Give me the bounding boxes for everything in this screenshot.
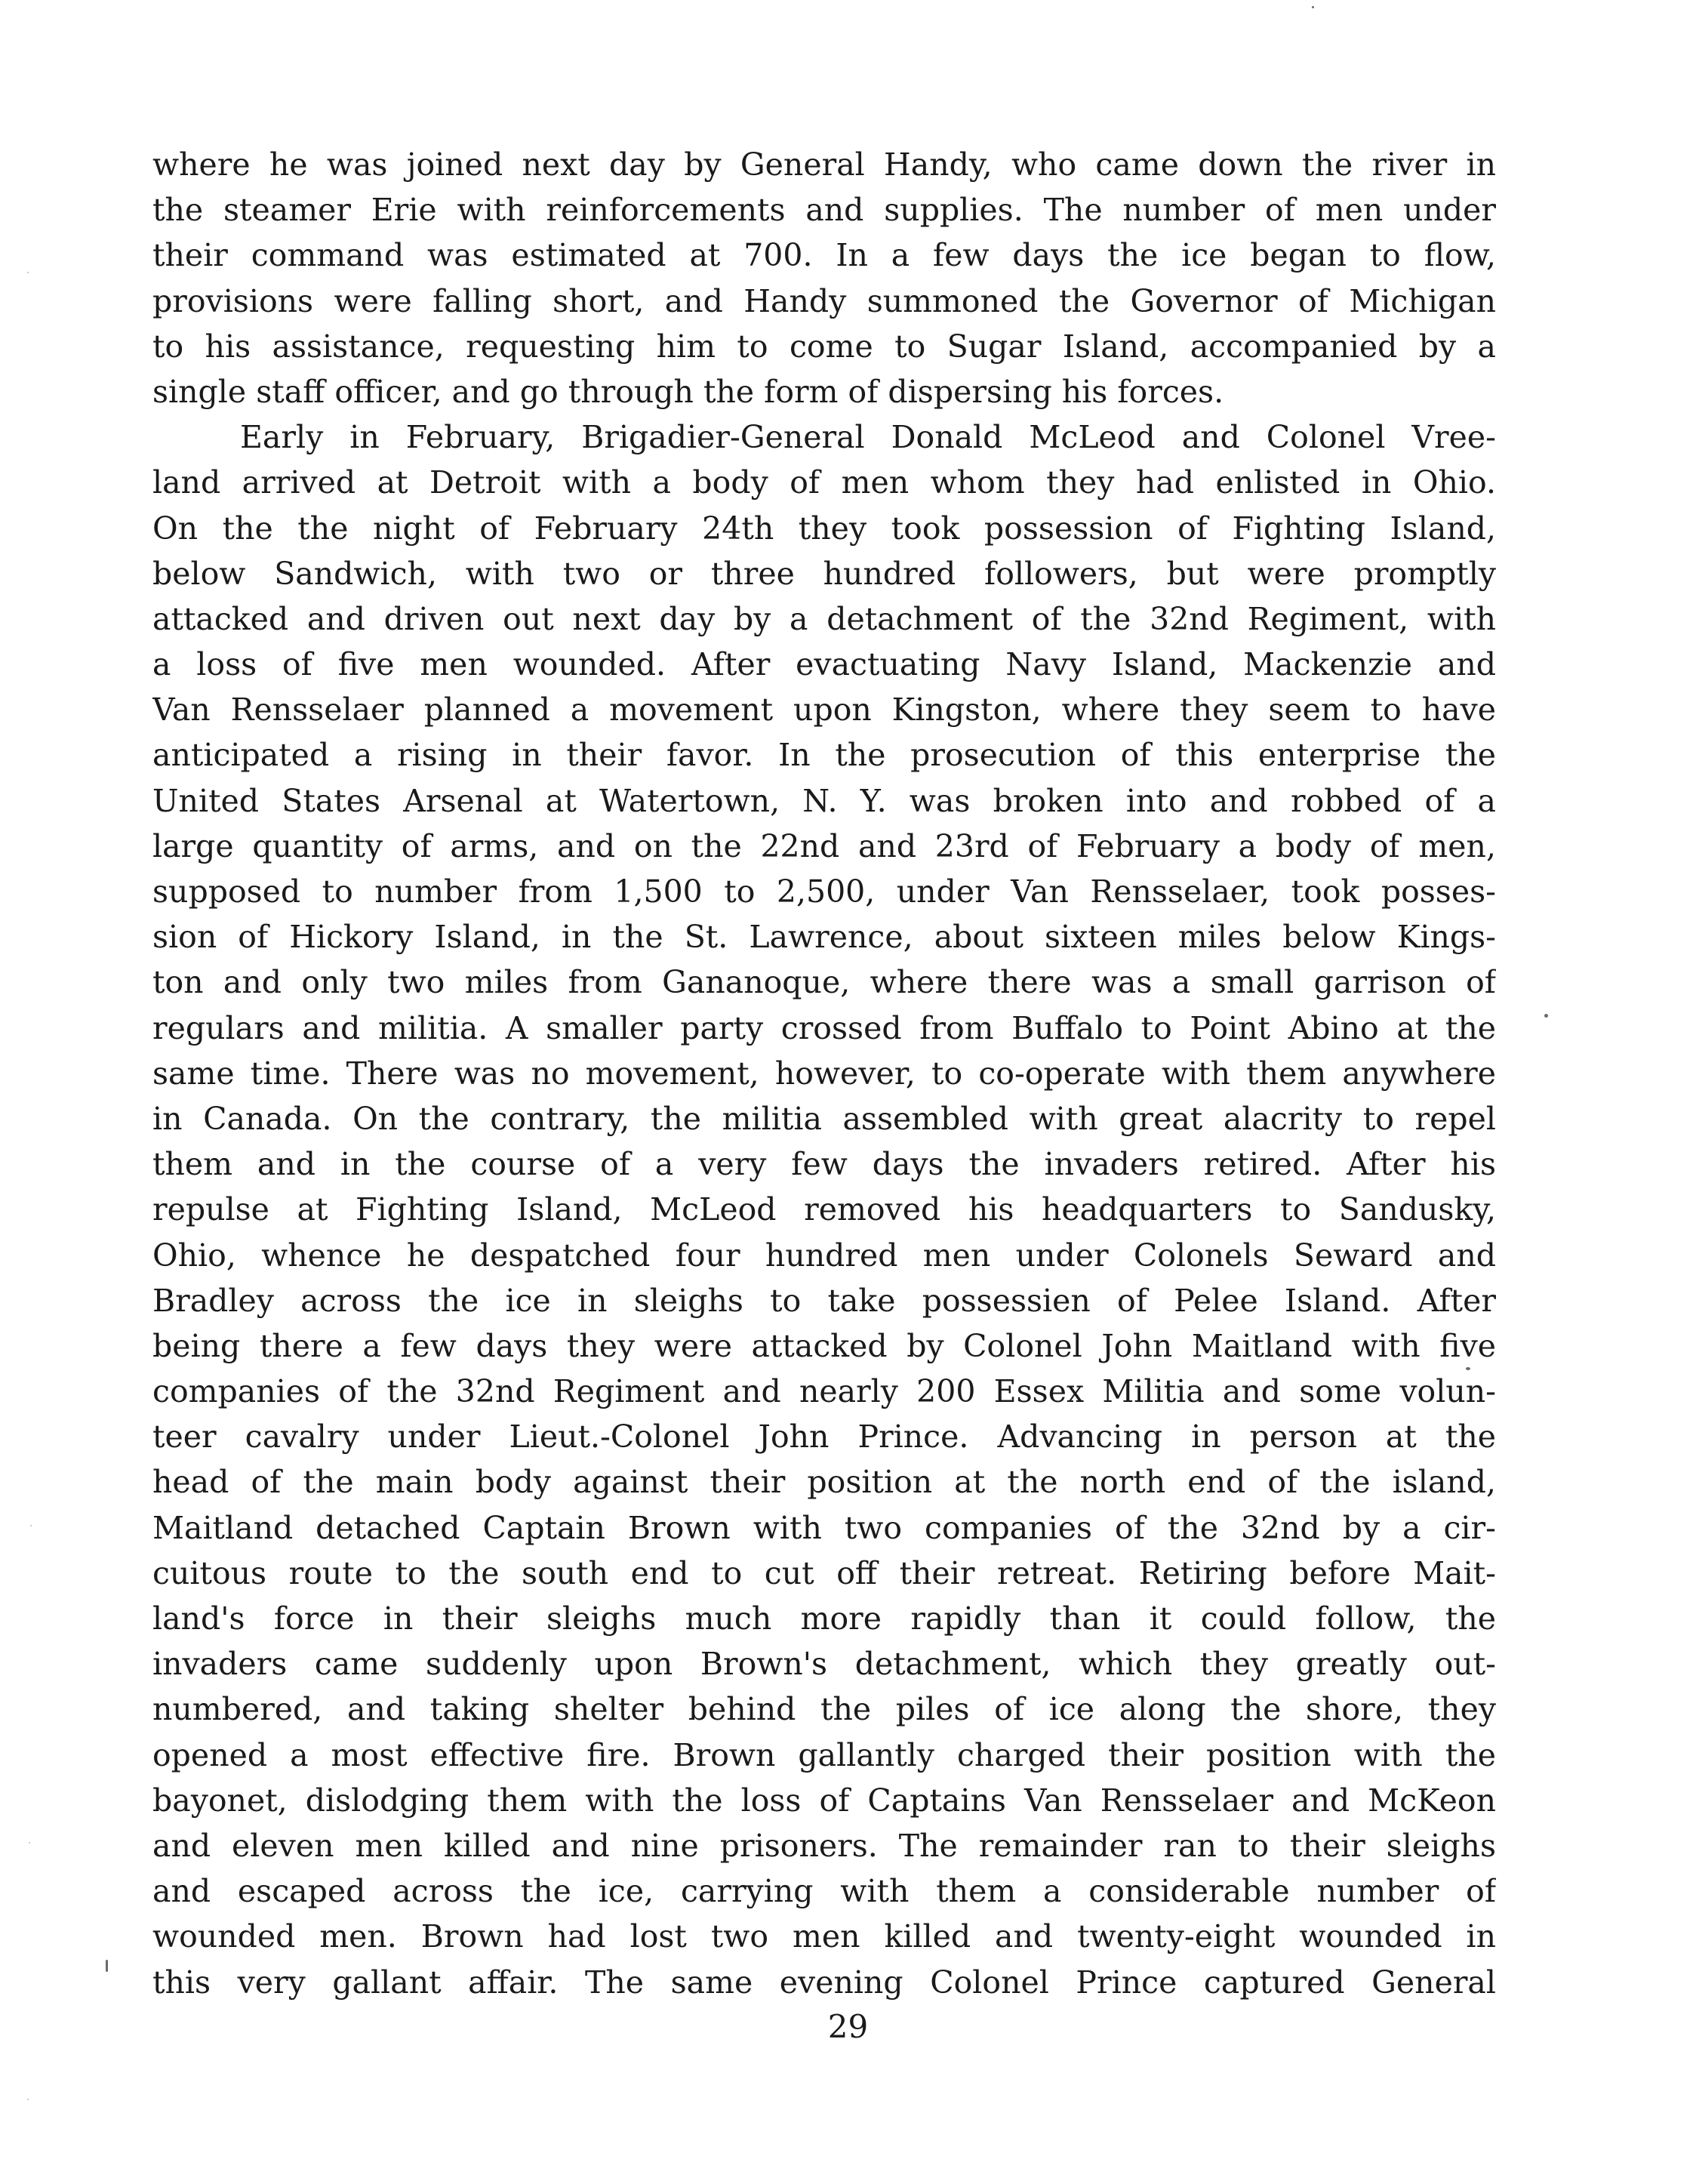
- scan-speck: [27, 2099, 29, 2100]
- text-line: companies of the 32nd Regiment and nearly 200 Essex Militia and some volun-: [152, 1373, 1496, 1410]
- text-line: Ohio, whence he despatched four hundred men under Colonels Seward and: [152, 1237, 1496, 1274]
- text-line: their command was estimated at 700. In a few days the ice began to flow,: [152, 237, 1496, 274]
- paragraph-start-line: Early in February, Brigadier-General Donald McLeod and Colonel Vree-: [240, 419, 1496, 456]
- text-line: single staff officer, and go through the form of dispersing his forces.: [152, 373, 1224, 410]
- text-line: in Canada. On the contrary, the militia assembled with great alacrity to repel: [152, 1100, 1496, 1137]
- scan-speck: [27, 272, 29, 273]
- text-line: attacked and driven out next day by a detachment of the 32nd Regiment, with: [152, 600, 1496, 637]
- scan-speck: [30, 1525, 32, 1526]
- text-line: large quantity of arms, and on the 22nd and 23rd of February a body of men,: [152, 827, 1496, 864]
- text-line: sion of Hickory Island, in the St. Lawrence, about sixteen miles below Kings-: [152, 919, 1496, 956]
- body-text: [152, 142, 1496, 2005]
- text-line: regulars and militia. A smaller party crossed from Buffalo to Point Abino at the: [152, 1009, 1496, 1046]
- text-line: head of the main body against their position at the north end of the island,: [152, 1464, 1496, 1501]
- scan-speck: [1466, 1367, 1470, 1370]
- text-line: wounded men. Brown had lost two men killed and twenty-eight wounded in: [152, 1918, 1496, 1955]
- text-line: being there a few days they were attacked by Colonel John Maitland with five: [152, 1327, 1496, 1364]
- text-line: land arrived at Detroit with a body of men whom they had enlisted in Ohio.: [152, 464, 1496, 501]
- text-line: ton and only two miles from Gananoque, where there was a small garrison of: [152, 964, 1496, 1001]
- text-line: the steamer Erie with reinforcements and supplies. The number of men under: [152, 192, 1496, 229]
- text-line: below Sandwich, with two or three hundred followers, but were promptly: [152, 555, 1496, 592]
- text-line: supposed to number from 1,500 to 2,500, under Van Rensselaer, took posses-: [152, 873, 1496, 910]
- text-line: to his assistance, requesting him to come to Sugar Island, accompanied by a: [152, 328, 1496, 365]
- scan-speck: [106, 1960, 108, 1972]
- text-line: invaders came suddenly upon Brown's detachment, which they greatly out-: [152, 1646, 1496, 1683]
- text-line: bayonet, dislodging them with the loss of Captains Van Rensselaer and McKeon: [152, 1782, 1496, 1819]
- page-number: 29: [827, 2008, 869, 2045]
- text-line: this very gallant affair. The same evening Colonel Prince captured General: [152, 1964, 1496, 2001]
- text-line: Van Rensselaer planned a movement upon Kingston, where they seem to have: [152, 692, 1496, 729]
- text-line: Maitland detached Captain Brown with two companies of the 32nd by a cir-: [152, 1509, 1496, 1546]
- text-line: same time. There was no movement, however, to co-operate with them anywhere: [152, 1055, 1496, 1092]
- text-line: opened a most effective fire. Brown gallantly charged their position with the: [152, 1736, 1496, 1773]
- scan-speck: [29, 1842, 30, 1844]
- text-line: land's force in their sleighs much more rapidly than it could follow, the: [152, 1600, 1496, 1637]
- scan-speck: [1544, 1014, 1548, 1018]
- text-line: Bradley across the ice in sleighs to take possessien of Pelee Island. After: [152, 1282, 1496, 1319]
- text-line: where he was joined next day by General Handy, who came down the river in: [152, 146, 1496, 183]
- text-line: United States Arsenal at Watertown, N. Y. was broken into and robbed of a: [152, 782, 1496, 819]
- scan-speck: [1312, 6, 1314, 8]
- text-line: On the the night of February 24th they took possession of Fighting Island,: [152, 510, 1496, 547]
- text-line: them and in the course of a very few days the invaders retired. After his: [152, 1146, 1496, 1183]
- text-line: cuitous route to the south end to cut off their retreat. Retiring before Mait-: [152, 1554, 1496, 1591]
- text-line: numbered, and taking shelter behind the piles of ice along the shore, they: [152, 1691, 1496, 1728]
- text-line: a loss of five men wounded. After evactuating Navy Island, Mackenzie and: [152, 646, 1496, 683]
- text-line: and eleven men killed and nine prisoners. The remainder ran to their sleighs: [152, 1827, 1496, 1864]
- text-line: provisions were falling short, and Handy summoned the Governor of Michigan: [152, 282, 1496, 319]
- text-line: repulse at Fighting Island, McLeod removed his headquarters to Sandusky,: [152, 1191, 1496, 1228]
- text-line: anticipated a rising in their favor. In the prosecution of this enterprise the: [152, 737, 1496, 774]
- text-line: and escaped across the ice, carrying with them a considerable number of: [152, 1873, 1496, 1910]
- text-line: teer cavalry under Lieut.-Colonel John Prince. Advancing in person at the: [152, 1419, 1496, 1455]
